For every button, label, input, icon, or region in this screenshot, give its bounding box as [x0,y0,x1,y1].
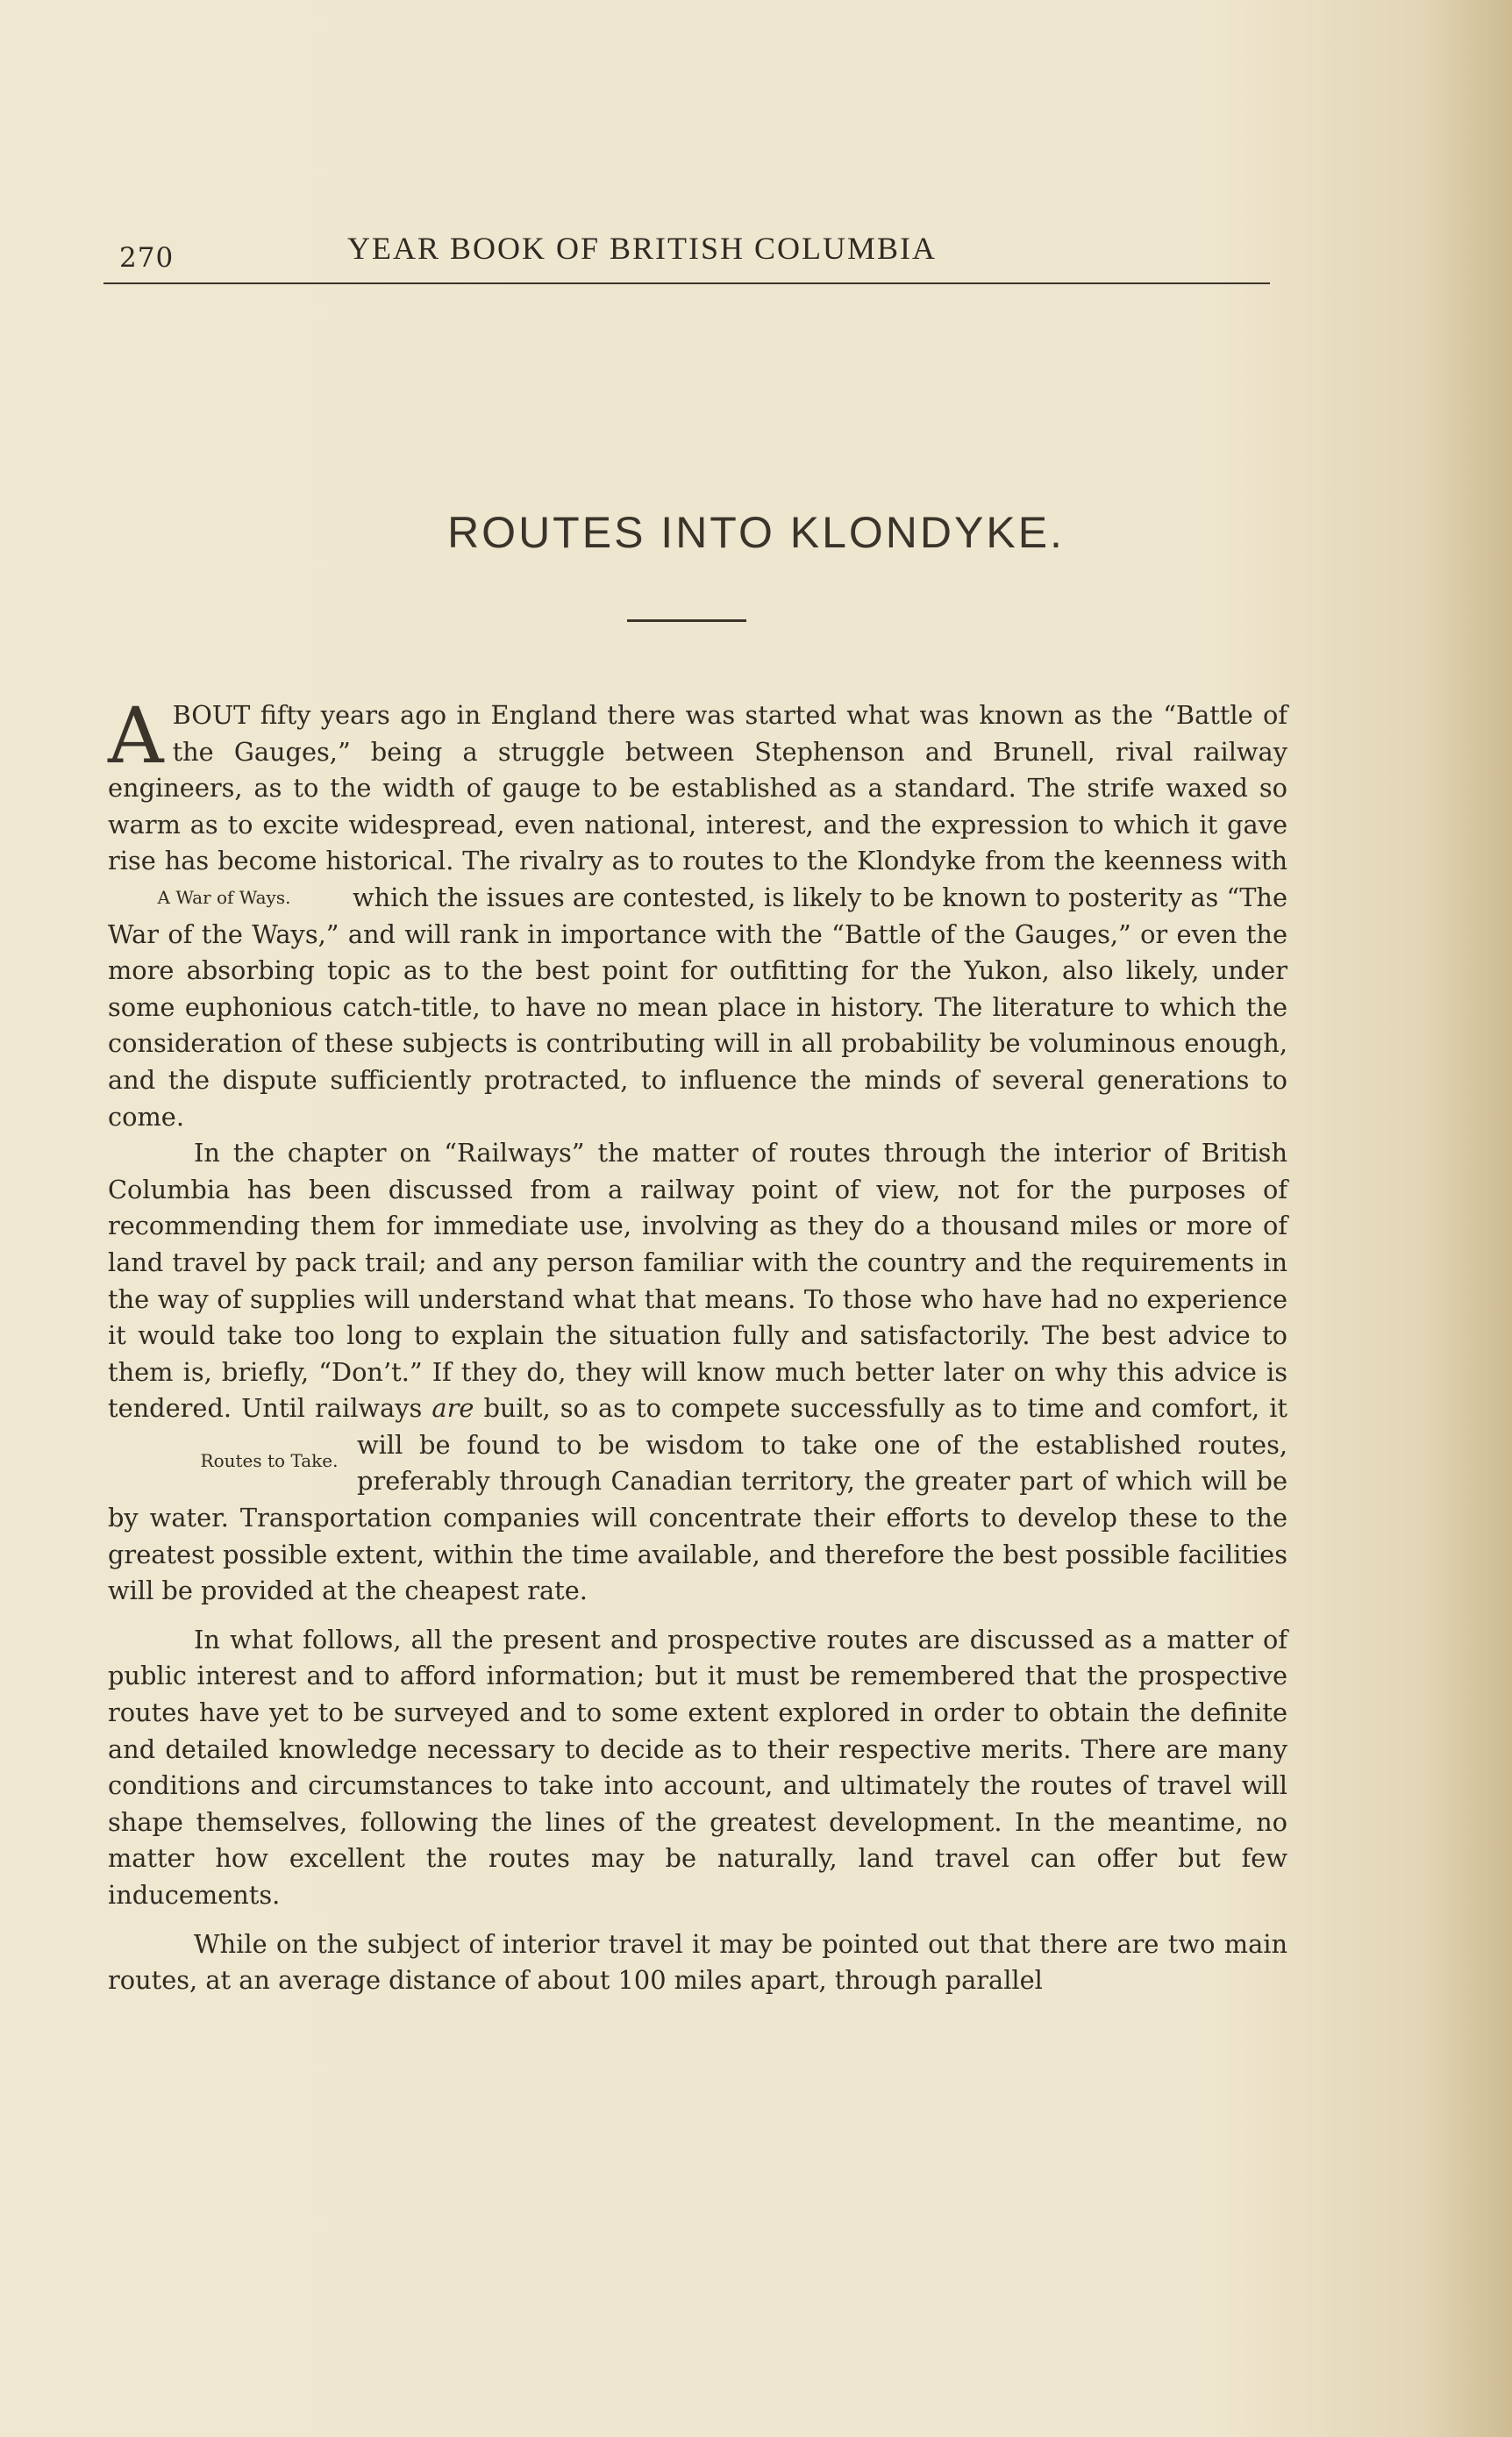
paragraph-1-text-b: contested, is likely to be known to posterity as “The War of the Ways,” and will rank in importance with the “Battle of the Gauges,” or even the more absorbing topic as to the best point for outfitting for the Yukon, also likely, under some euphonious catch-title, to have no mean place in history. The literature to which the consideration of these subjects is contributing will in all probability be voluminous enough, and the dispute sufficiently protracted, to influence the minds of several generations to come. [108,882,1287,1132]
running-title: YEAR BOOK OF BRITISH COLUMBIA [347,231,938,266]
paragraph-3: In what follows, all the present and prospective routes are discussed as a matter of public interest and to afford information; but it must be remembered that the prospective routes have yet to be surveyed and to some extent explored in order to obtain the definite and detailed knowledge necessary to decide as to their respective merits. There are many conditions and circumstances to take into account, and ultimately the routes of travel will shape themselves, following the lines of the greatest development. In the meantime, no matter how excellent the routes may be naturally, land travel can offer but few inducements. [108,1624,1287,1910]
body-text [108,690,1288,1999]
paragraph-4: While on the subject of interior travel it may be pointed out that there are two main routes, at an average distance of about 100 miles apart, through parallel [108,1928,1287,1996]
paragraph-2-text-a: In the chapter on “Railways” the matter of routes through the interior of British Columbia has been discussed from a railway point of view, not for the purposes of recommending them for immediate use, involving as they do a thousand miles or more of land travel by pack trail; and any person familiar with the country and the requirements in the way of supplies will understand what that means. To those who have had no experience it would take too long to explain the situation fully and satisfactorily. The best advice to them is, briefly, “Don’t.” If they do, they will know much better later on why this advice is tendered. Until railways [108,1138,1287,1424]
paragraph-2-text-c: will be found to be wisdom to take one of the established routes, preferably through Canadian territory, the greater part of which will be by water. Transportation companies will concentrate their efforts to develop these to the greatest possible extent, within the time available, and therefore the best possible facilities will be provided at the cheapest rate. [108,1429,1287,1606]
side-note-war-of-ways: A War of Ways. [157,886,291,908]
title-rule [627,619,746,622]
paragraph-2 [108,1135,1287,1610]
side-note-routes-to-take: Routes to Take. [200,1449,339,1471]
chapter-title: ROUTES INTO KLONDYKE. [447,508,1065,557]
drop-cap: A [108,690,164,781]
paragraph-1 [108,690,1287,1135]
paragraph-2-emphasis: are [431,1393,474,1424]
running-header [103,219,1270,284]
page-number: 270 [119,242,175,274]
paragraph-1-text-a: BOUT fifty years ago in England there was started what was known as the “Battle of the Gauges,” being a struggle between Stephenson and Brunell, rival railway engineers, as to the width of gauge to be established as a standard. The strife waxed so warm as to excite widespread, even national, interest, and the expression to which it gave rise has become historical. The rivalry as to routes to the Klondyke from the keenness with which the issues are [108,700,1287,912]
paragraph-2-text-b: built, so as to compete successfully as to time and comfort, it [483,1393,1288,1424]
